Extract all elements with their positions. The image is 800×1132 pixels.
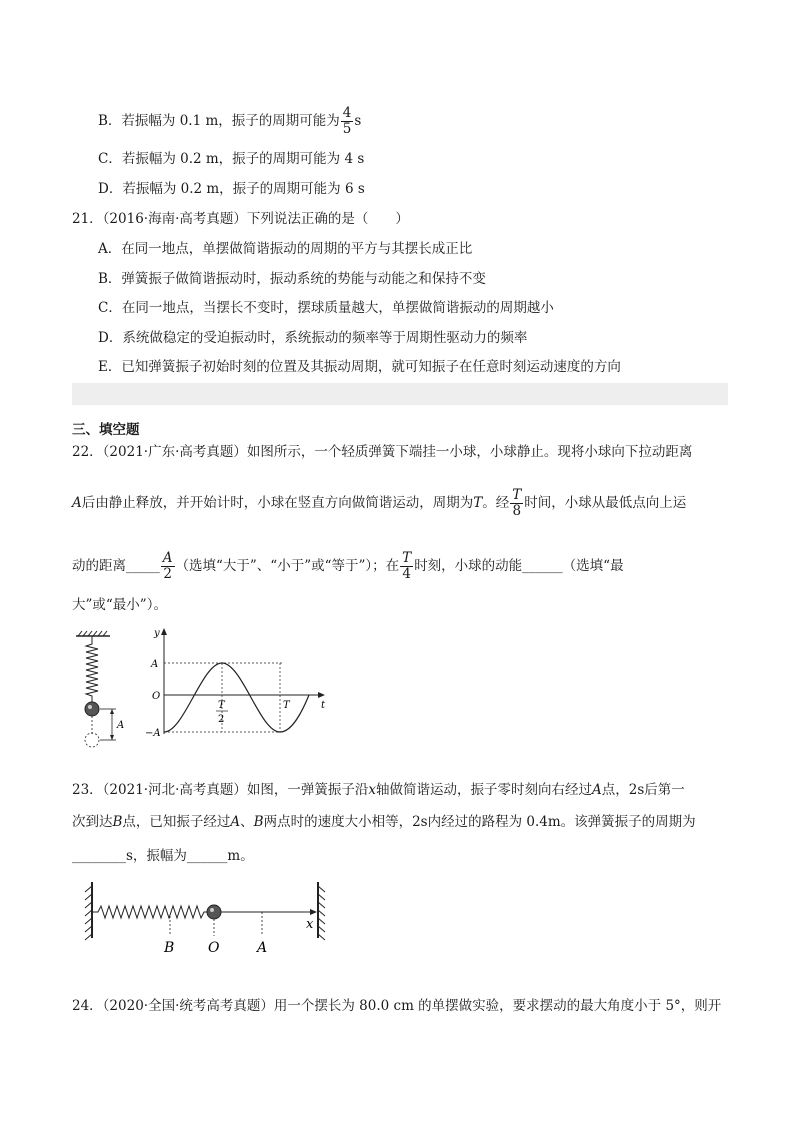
section-heading: 三、填空题 — [72, 422, 140, 438]
q23-line-1 — [72, 780, 685, 800]
q21-option-b: B．弹簧振子做简谐振动时，振动系统的势能与动能之和保持不变 — [98, 271, 486, 287]
tick-half-T-denominator: 2 — [218, 714, 225, 725]
ball-lowest-dashed — [85, 733, 99, 747]
time-2s: 2s — [412, 814, 428, 830]
right-wall-hatch — [318, 886, 325, 940]
q22-line-1: 22．（2021·广东·高考真题）如图所示，一个轻质弹簧下端挂一小球，小球静止。现将小球向下拉动距离 — [72, 444, 693, 460]
q22-figure — [72, 622, 342, 752]
q21-option-a: A．在同一地点，单摆做简谐振动的周期的平方与其摆长成正比 — [98, 241, 473, 257]
fraction-4-5 — [341, 106, 354, 137]
label-O: O — [208, 940, 220, 956]
q22-line-2-text-c: 时间，小球从最低点向上运 — [524, 495, 687, 511]
var-A: A — [592, 782, 602, 798]
q22-line-4: 大”或“最小”）。 — [72, 597, 167, 613]
q23-line-1-text-c: 点， — [601, 782, 629, 798]
horizontal-spring — [92, 906, 208, 918]
q22-line-2-text-b: 。经 — [482, 495, 510, 511]
var-T: T — [473, 495, 483, 511]
marker-arrow-up — [110, 709, 114, 714]
spring-amplitude-label: A — [117, 720, 125, 731]
q23-line-1-text-d: 后第一 — [644, 782, 685, 798]
var-A: A — [72, 495, 82, 511]
label-A: A — [257, 940, 268, 956]
q21-option-d: D．系统做稳定的受迫振动时，系统振动的频率等于周期性驱动力的频率 — [98, 330, 528, 346]
var-x: x — [368, 782, 376, 798]
fraction-numerator: T — [402, 550, 412, 566]
q21-option-e: E．已知弹簧振子初始时刻的位置及其振动周期，就可知振子在任意时刻运动速度的方向 — [98, 359, 621, 375]
y-axis-arrow — [161, 628, 167, 635]
label-A: A — [151, 659, 159, 670]
q23-line-2-text-c: 、 — [240, 814, 254, 830]
ball-highlight — [88, 705, 92, 709]
var-A: A — [230, 814, 241, 830]
fraction-numerator: A — [162, 550, 173, 566]
q20-option-d: D．若振幅为 0.2 m，振子的周期可能为 6 s — [98, 181, 365, 197]
t-axis-label: t — [321, 700, 326, 711]
q21-stem: 21．（2016·海南·高考真题）下列说法正确的是（ ） — [72, 211, 409, 227]
x-axis-arrow — [310, 909, 317, 915]
tick-half-T-numerator: T — [218, 700, 225, 711]
fraction-A-2 — [161, 551, 175, 582]
fraction-T-4 — [400, 551, 413, 582]
q22-line-3-text-a: 动的距离_____ — [72, 558, 160, 574]
q22-line-3 — [72, 551, 624, 582]
y-axis-label: y — [154, 628, 160, 639]
fraction-denominator: 8 — [512, 503, 522, 519]
q23-line-2-text-d: 两点时的速度大小相等， — [263, 814, 413, 830]
q22-line-3-text-c: 时刻，小球的动能______（选填“最 — [414, 558, 624, 574]
oscillator-ball — [207, 905, 221, 919]
label-B: B — [164, 940, 175, 956]
displacement-curve — [164, 663, 309, 732]
var-B: B — [112, 814, 123, 830]
label-O: O — [152, 691, 161, 702]
unit-s: s — [354, 113, 362, 129]
q23-line-3: ________s，振幅为______m。 — [72, 848, 254, 864]
marker-arrow-down — [110, 735, 114, 740]
answer-separator-bar — [72, 383, 728, 405]
x-axis-label: x — [306, 917, 314, 932]
oscillator-ball-highlight — [210, 908, 214, 912]
tick-T: T — [283, 700, 290, 711]
q23-line-2-text-a: 次到达 — [72, 814, 113, 830]
q23-line-1-text-a: 23．（2021·河北·高考真题）如图，一弹簧振子沿 — [72, 782, 369, 798]
q20-option-b-text: B．若振幅为 0.1 m，振子的周期可能为 — [98, 113, 340, 129]
q22-line-3-text-b: （选填“大于”、“小于”或“等于”）；在 — [175, 558, 400, 574]
q23-line-2-text-e: 内经过的路程为 0.4m。该弹簧振子的周期为 — [427, 814, 696, 830]
q23-line-2-text-b: 点，已知振子经过 — [122, 814, 231, 830]
time-2s: 2s — [628, 782, 645, 798]
q20-option-b — [98, 106, 361, 137]
fraction-numerator: 4 — [342, 105, 352, 121]
q20-option-c: C．若振幅为 0.2 m，振子的周期可能为 4 s — [98, 151, 365, 167]
t-axis-arrow — [318, 692, 325, 698]
q22-line-2-text-a: 后由静止释放，并开始计时，小球在竖直方向做简谐运动，周期为 — [81, 495, 474, 511]
fraction-T-8 — [510, 488, 523, 519]
fraction-denominator: 4 — [402, 566, 411, 582]
vertical-spring — [86, 636, 98, 703]
q23-line-2 — [72, 812, 696, 832]
var-B: B — [253, 814, 264, 830]
left-wall-hatch — [85, 886, 92, 940]
q24-line-1: 24．（2020·全国·统考高考真题）用一个摆长为 80.0 cm 的单摆做实验，要求摆动的最大角度小于 5°，则开 — [72, 998, 722, 1014]
q21-option-c: C．在同一地点，当摆长不变时，摆球质量越大，单摆做简谐振动的周期越小 — [98, 300, 554, 316]
fraction-numerator: T — [512, 487, 522, 503]
q22-line-2 — [72, 488, 686, 519]
q23-figure — [72, 878, 344, 958]
label-negative-A: −A — [145, 728, 161, 739]
fraction-denominator: 5 — [342, 121, 352, 137]
q23-line-1-text-b: 轴做简谐运动，振子零时刻向右经过 — [376, 782, 592, 798]
ball — [85, 702, 99, 716]
fraction-denominator: 2 — [163, 566, 172, 582]
